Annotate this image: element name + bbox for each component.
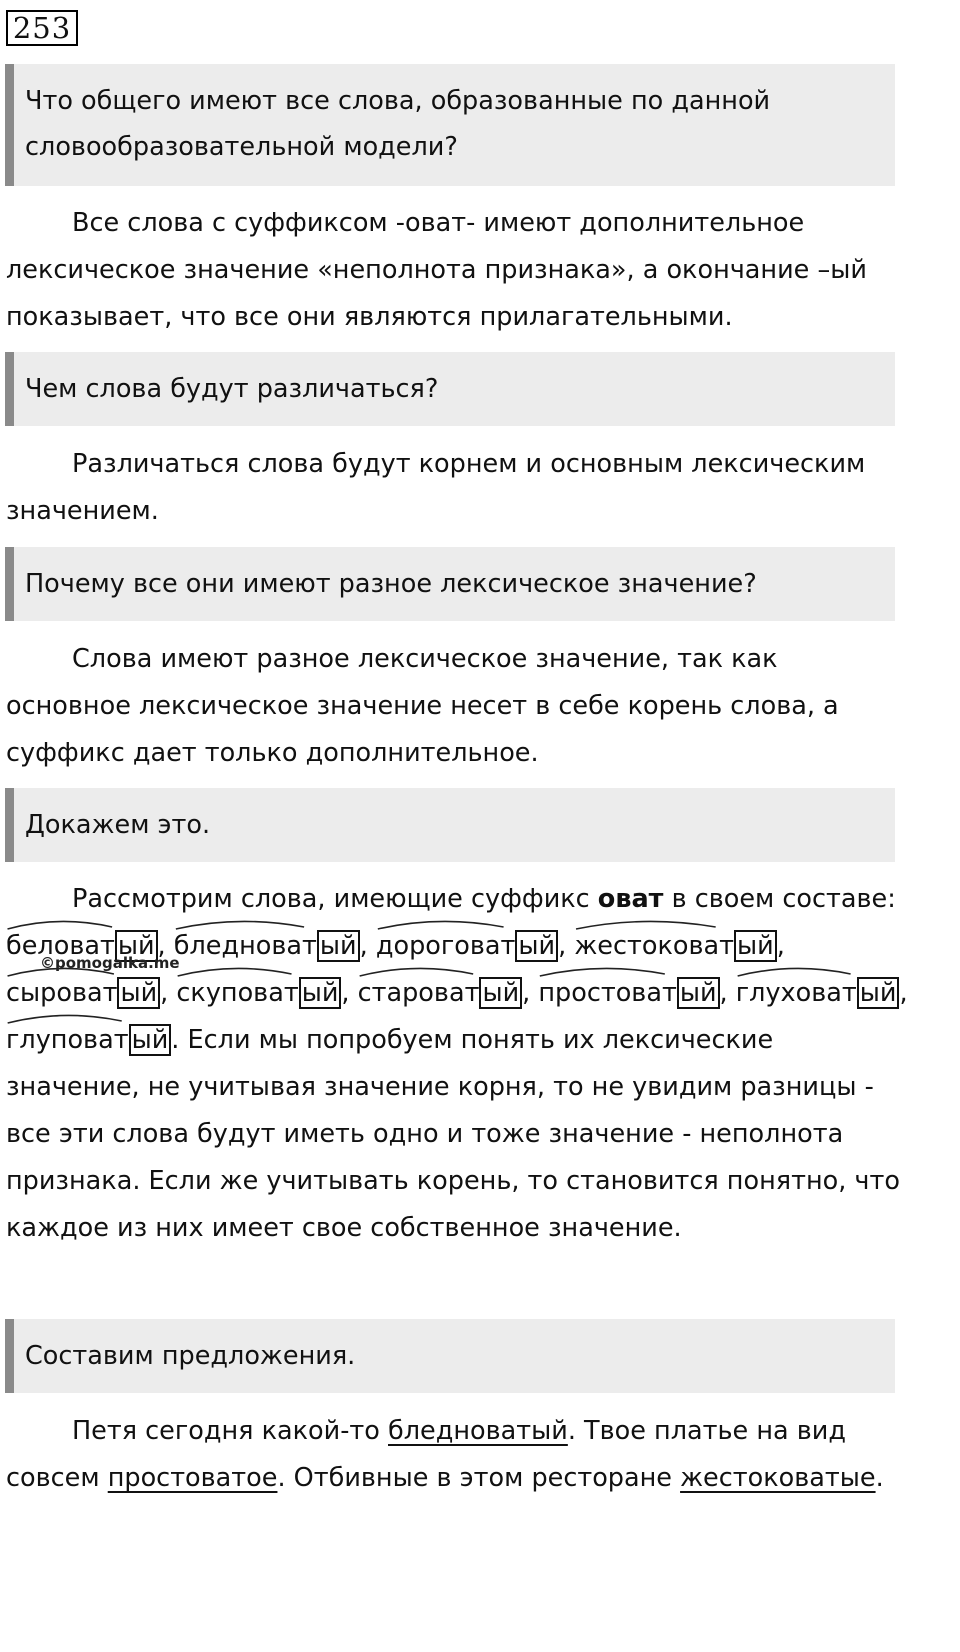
ending-box: ый <box>677 977 720 1009</box>
answer-prove-it <box>6 876 910 1252</box>
question-text: Чем слова будут различаться? <box>25 374 439 404</box>
ending-box: ый <box>117 977 160 1009</box>
question-sentences <box>5 1319 895 1393</box>
arc-path <box>359 968 473 976</box>
arc-path <box>178 968 292 976</box>
word-stem: жестоковат <box>574 931 734 961</box>
arc-path <box>737 968 850 976</box>
answer-differences <box>6 441 910 535</box>
task-number: 253 <box>6 10 78 46</box>
question-lexical-meaning <box>5 547 895 621</box>
sentence-part-2: . Твое платье на вид совсем <box>6 1416 846 1493</box>
sentence-part-3: . Отбивные в этом ресторане <box>277 1463 672 1493</box>
question-common-features <box>5 64 895 186</box>
answer-sentences <box>6 1408 910 1502</box>
question-text: Что общего имеют все слова, образованные по данной словообразовательной модели? <box>25 86 771 162</box>
stem-arc <box>376 914 558 930</box>
ending-box: ый <box>115 930 158 962</box>
question-prove-it <box>5 788 895 862</box>
question-text: Докажем это. <box>25 810 211 840</box>
intro-end-text: в своем составе: <box>671 884 896 914</box>
arc-path <box>378 921 504 929</box>
word-stem: староват <box>357 978 480 1008</box>
ending-box: ый <box>515 930 558 962</box>
arc-path <box>8 921 113 929</box>
analyzed-word <box>538 970 719 1017</box>
word-stem: дороговат <box>375 931 516 961</box>
word-stem: сыроват <box>6 978 118 1008</box>
stem-arc <box>574 914 776 930</box>
word-stem: глуповат <box>6 1025 129 1055</box>
question-differences <box>5 352 895 426</box>
word-stem: глуховат <box>735 978 857 1008</box>
stem-arc <box>174 914 360 930</box>
word-stem: простоват <box>538 978 677 1008</box>
suffix-bold: оват <box>597 884 664 914</box>
ending-box: ый <box>479 977 522 1009</box>
ending-box: ый <box>857 977 900 1009</box>
underlined-word-1: бледноватый <box>388 1416 568 1446</box>
word-stem: скуповат <box>176 978 299 1008</box>
analyzed-word <box>176 970 341 1017</box>
question-text: Почему все они имеют разное лексическое значение? <box>25 569 757 599</box>
word-analysis-list: беловат ый , бледноват ый , дороговат ый , жестоковат ый , сыроват ый , скуповат ый , староват ый , простоват ый , глуховат ый , глуповат ый <box>6 931 908 1055</box>
sentence-part-4: . <box>875 1463 884 1493</box>
arc-path <box>576 921 716 929</box>
ending-box: ый <box>317 930 360 962</box>
watermark: ©pomogalka.me <box>40 954 180 972</box>
stem-arc <box>6 914 158 930</box>
rest-text: . Если мы попробуем понять их лексические значение, не учитывая значение корня, то не увидим разницы - все эти слова будут иметь одно и тоже значение - неполнота признака. Если же учитывать корень, то становится понятно, что каждое из них имеет свое собственное значение. <box>6 1025 900 1243</box>
ending-box: ый <box>129 1024 172 1056</box>
answer-common-features <box>6 200 910 341</box>
stem-arc <box>538 961 719 977</box>
question-text: Составим предложения. <box>25 1341 356 1371</box>
answer-text: Все слова с суффиксом -оват- имеют дополнительное лексическое значение «неполнота признака», а окончание –ый показывает, что все они являются прилагательными. <box>6 208 867 332</box>
arc-path <box>176 921 304 929</box>
intro-text: Рассмотрим слова, имеющие суффикс <box>72 884 590 914</box>
analyzed-word <box>6 1017 171 1064</box>
arc-path <box>540 968 665 976</box>
arc-path <box>8 1015 122 1023</box>
stem-arc <box>736 961 900 977</box>
answer-lexical-meaning <box>6 636 910 777</box>
analyzed-word <box>358 970 523 1017</box>
ending-box: ый <box>299 977 342 1009</box>
underlined-word-3: жестоковатые <box>680 1463 876 1493</box>
answer-text: Слова имеют разное лексическое значение, так как основное лексическое значение несет в себе корень слова, а суффикс дает только дополнительное. <box>6 644 839 768</box>
word-stem: бледноват <box>173 931 317 961</box>
sentence-part-1: Петя сегодня какой-то <box>72 1416 380 1446</box>
word-stem: беловат <box>6 931 115 961</box>
ending-box: ый <box>734 930 777 962</box>
answer-text: Различаться слова будут корнем и основным лексическим значением. <box>6 449 866 526</box>
stem-arc <box>358 961 523 977</box>
underlined-word-2: простоватое <box>107 1463 278 1493</box>
stem-arc <box>6 1008 171 1024</box>
stem-arc <box>176 961 341 977</box>
analyzed-word <box>736 970 900 1017</box>
